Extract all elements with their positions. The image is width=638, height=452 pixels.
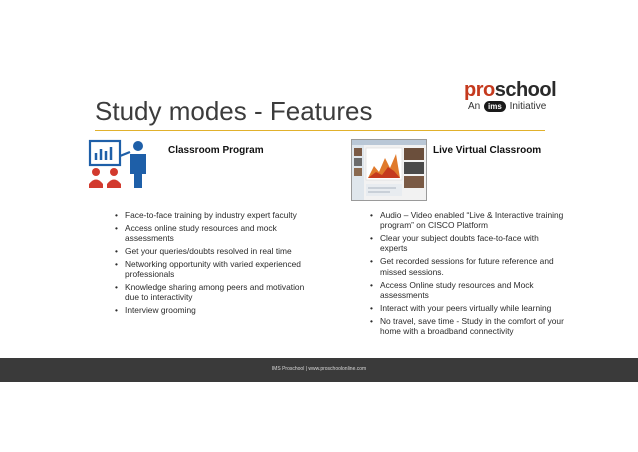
list-item: • Networking opportunity with varied experienced professionals — [115, 259, 307, 280]
list-item: • Face-to-face training by industry expert faculty — [115, 210, 307, 220]
logo-tag-suffix: Initiative — [509, 101, 547, 112]
virtual-classroom-features-list — [370, 210, 566, 339]
virtual-classroom-screenshot — [351, 139, 427, 201]
footer-text: IMS Proschool | www.proschoolonline.com — [271, 366, 367, 372]
live-virtual-classroom-heading: Live Virtual Classroom — [433, 145, 542, 156]
logo-wordmark — [464, 80, 556, 100]
list-item: • No travel, save time - Study in the comfort of your home with a broadband connectivity — [370, 316, 566, 337]
list-item: • Knowledge sharing among peers and motivation due to interactivity — [115, 282, 307, 303]
list-item: • Get your queries/doubts resolved in real time — [115, 246, 307, 256]
logo-school: school — [494, 79, 557, 101]
classroom-teacher-icon — [86, 138, 158, 200]
list-item: • Interview grooming — [115, 305, 307, 315]
logo-pro: pro — [464, 79, 495, 101]
slide-title: Study modes - Features — [95, 96, 373, 126]
classroom-program-heading: Classroom Program — [168, 145, 264, 156]
list-item: • Interact with your peers virtually while learning — [370, 303, 566, 313]
list-item: • Access Online study resources and Mock assessments — [370, 280, 566, 301]
logo-tag-prefix: An — [468, 101, 481, 112]
logo-tagline — [468, 101, 546, 113]
list-item: • Clear your subject doubts face-to-face with experts — [370, 233, 566, 254]
list-item: • Get recorded sessions for future reference and missed sessions. — [370, 256, 566, 277]
ims-badge: ims — [484, 101, 506, 112]
classroom-features-list — [115, 210, 307, 318]
proschool-logo — [458, 80, 588, 120]
list-item: • Audio – Video enabled “Live & Interactive training program” on CISCO Platform — [370, 210, 566, 231]
list-item: • Access online study resources and mock assessments — [115, 223, 307, 244]
title-underline — [95, 130, 545, 131]
